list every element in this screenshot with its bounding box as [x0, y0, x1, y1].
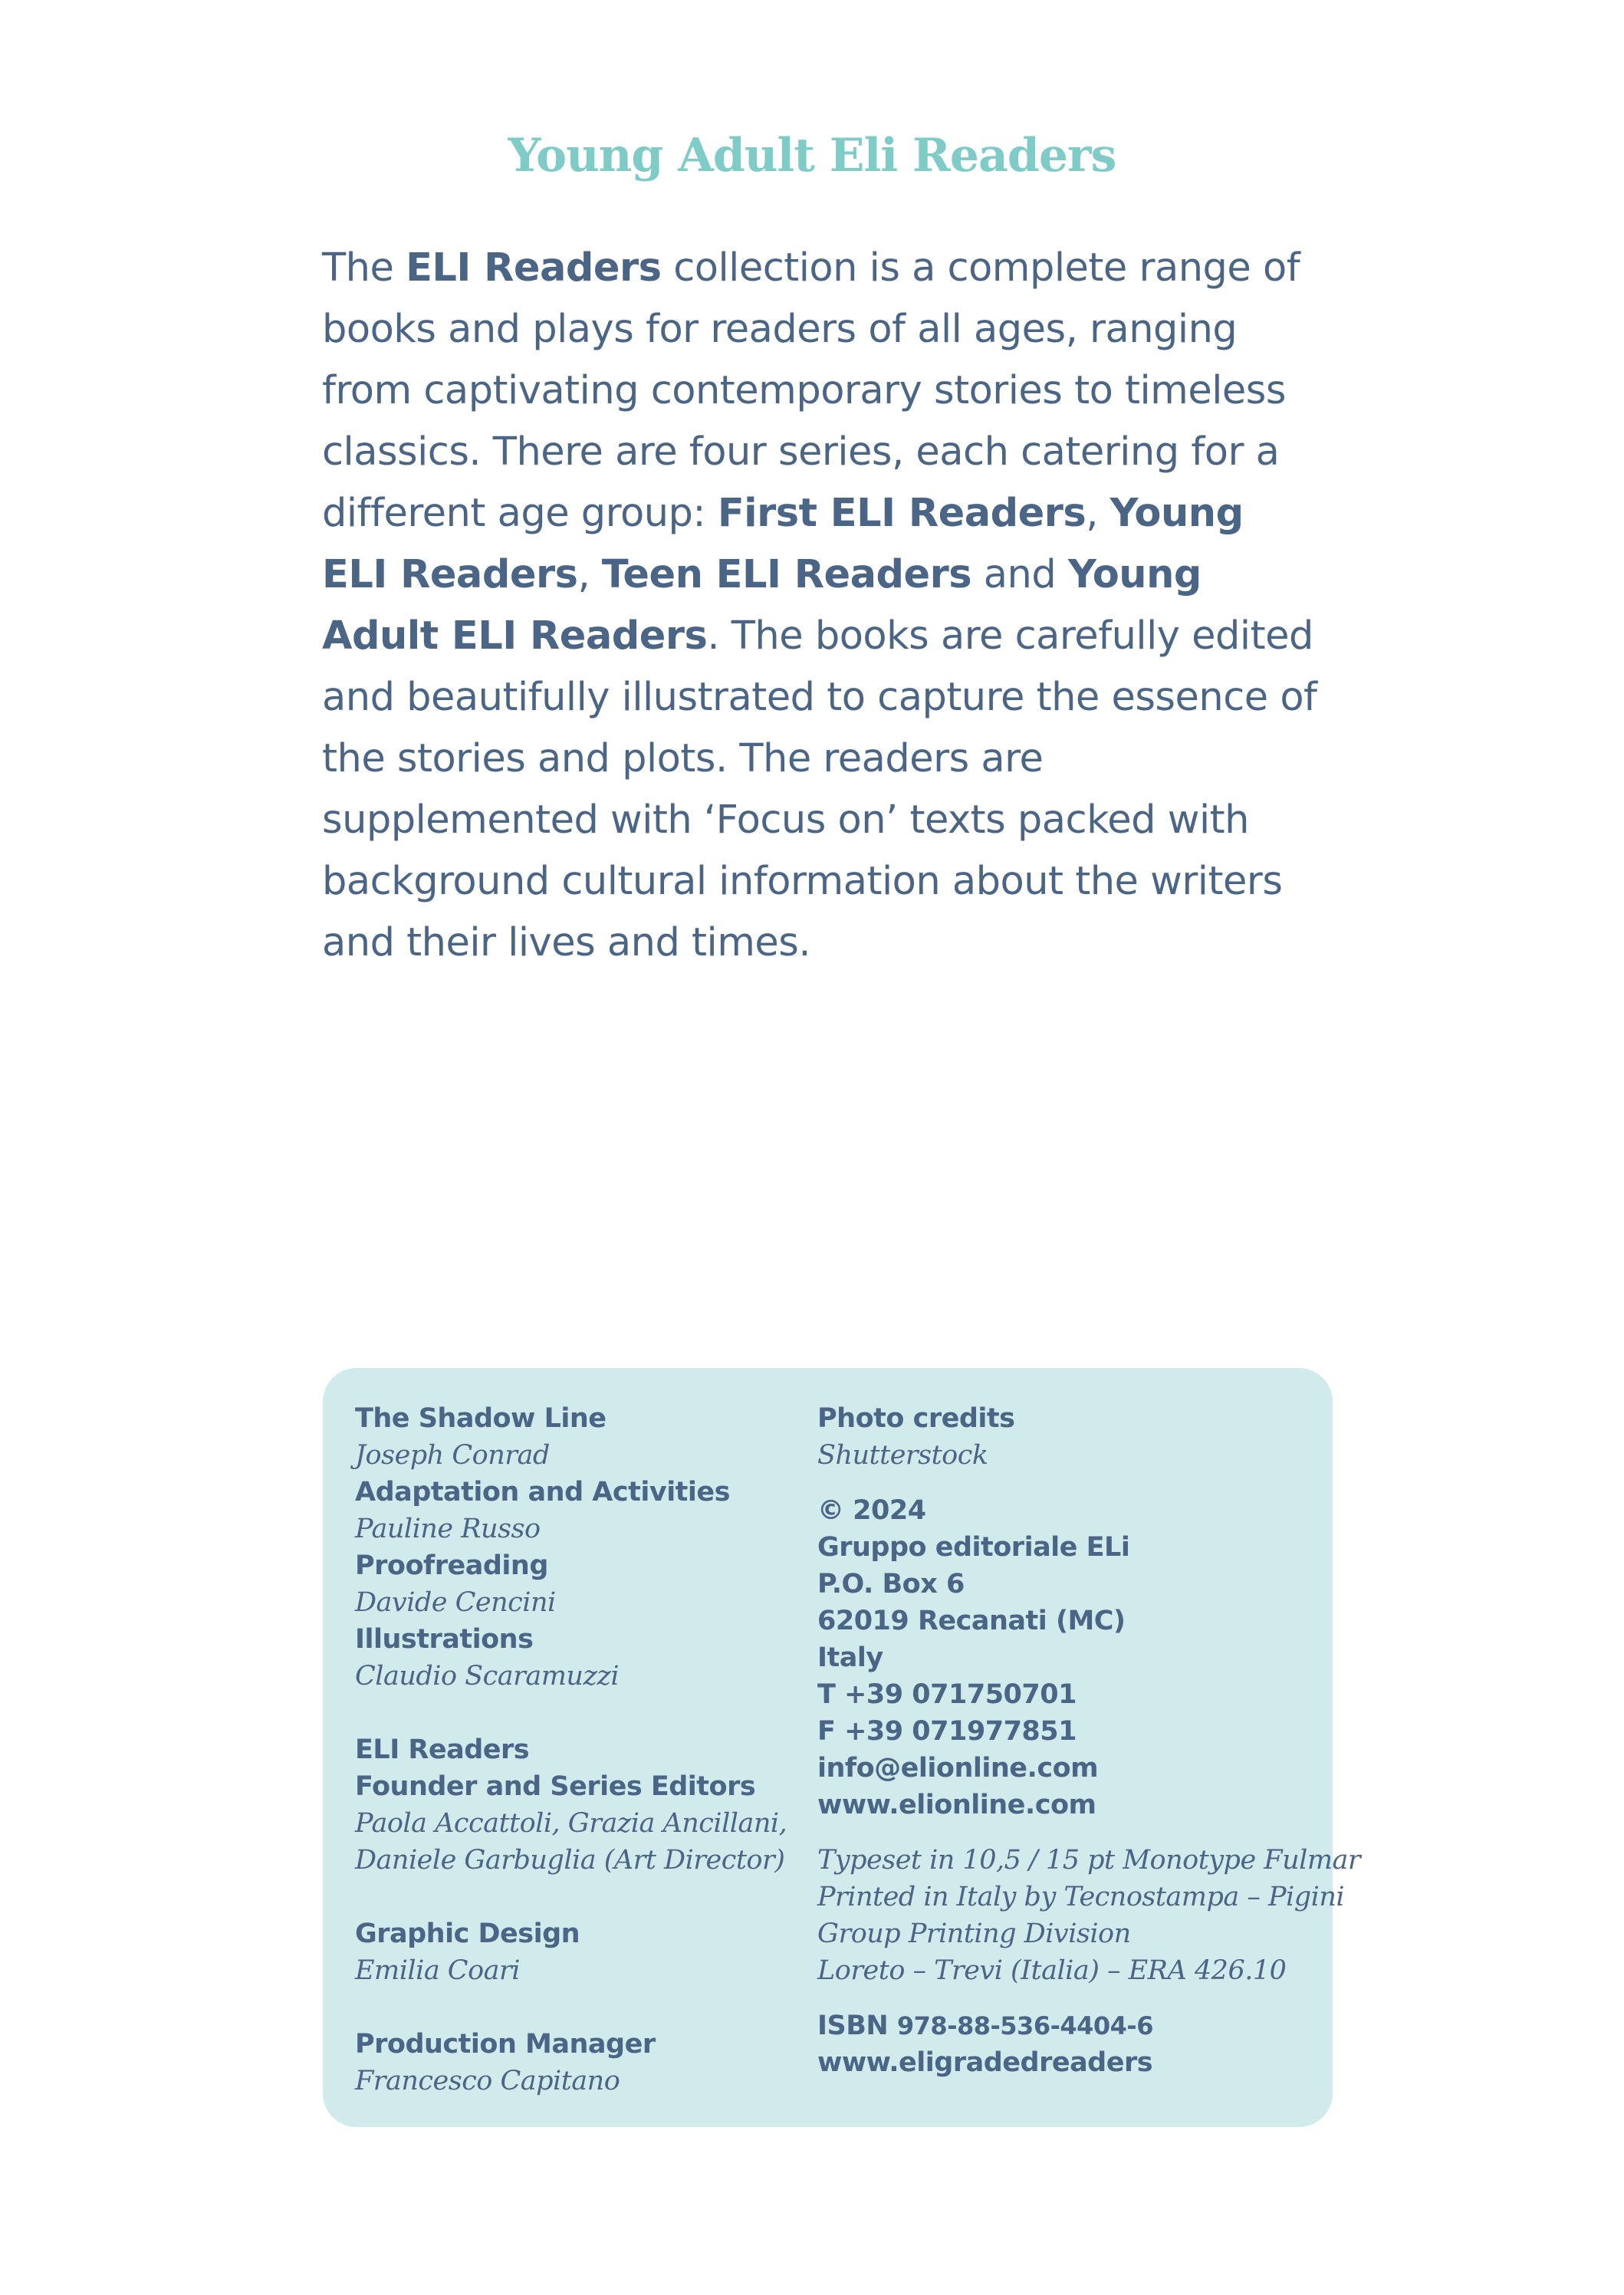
intro-comma-1: , [1086, 491, 1110, 536]
website-link[interactable]: www.elionline.com [817, 1790, 1096, 1820]
publisher-name: Gruppo editoriale ELi [817, 1532, 1130, 1563]
photo-credits-value: Shutterstock [817, 1440, 988, 1471]
intro-teen-eli-readers: Teen ELI Readers [601, 552, 972, 597]
proofreading-label: Proofreading [355, 1550, 548, 1581]
illustrations-label: Illustrations [355, 1624, 534, 1655]
production-manager-name: Francesco Capitano [355, 2066, 620, 2096]
typeset-info: Typeset in 10,5 / 15 pt Monotype Fulmar [817, 1845, 1361, 1876]
isbn-line [817, 2007, 1316, 2044]
page-title: Young Adult Eli Readers [508, 129, 1116, 182]
phone: T +39 071750701 [817, 1679, 1077, 1710]
intro-first-eli-readers: First ELI Readers [717, 491, 1087, 536]
intro-comma-2: , [577, 552, 602, 597]
isbn-number: 978-88-536-4404-6 [896, 2011, 1153, 2040]
credits-left-column [355, 1400, 800, 2099]
adaptation-name: Pauline Russo [355, 1514, 541, 1544]
isbn-label: ISBN [817, 2011, 889, 2041]
copyright: © 2024 [817, 1495, 926, 1526]
city: 62019 Recanati (MC) [817, 1606, 1126, 1636]
graphic-design-label: Graphic Design [355, 1919, 580, 1949]
intro-text-1: The [322, 245, 406, 291]
intro-young-adult-eli-readers: Young Adult ELI Readers [322, 552, 1202, 659]
printed-info: Printed in Italy by Tecnostampa – Pigini [817, 1882, 1345, 1912]
graded-readers-link[interactable]: www.eligradedreaders [817, 2047, 1153, 2078]
book-author: Joseph Conrad [355, 1440, 550, 1471]
graphic-design-name: Emilia Coari [355, 1955, 520, 1986]
founders-line-2: Daniele Garbuglia (Art Director) [355, 1845, 785, 1876]
po-box: P.O. Box 6 [817, 1569, 965, 1600]
founders-line-1: Paola Accattoli, Grazia Ancillani, [355, 1808, 787, 1839]
book-title: The Shadow Line [355, 1403, 607, 1434]
credits-box [323, 1368, 1361, 2127]
intro-text-3: . The books are carefully edited and beautifully illustrated to capture the essence of the stories and plots. The readers are supplemented with ‘Focus on’ texts packed with background cultural information about the writers and their lives and times. [322, 613, 1317, 965]
credits-right-column [817, 1400, 1361, 2081]
intro-paragraph [322, 238, 1319, 974]
email-link[interactable]: info@elionline.com [817, 1753, 1099, 1784]
production-manager-label: Production Manager [355, 2029, 656, 2060]
adaptation-label: Adaptation and Activities [355, 1477, 730, 1508]
country: Italy [817, 1642, 883, 1673]
proofreading-name: Davide Cencini [355, 1587, 556, 1618]
photo-credits-label: Photo credits [817, 1403, 1015, 1434]
eli-readers-label: ELI Readers [355, 1734, 530, 1765]
printing-location: Loreto – Trevi (Italia) – ERA 426.10 [817, 1955, 1287, 1986]
intro-and: and [971, 552, 1068, 597]
intro-young-eli-readers: Young ELI Readers [322, 491, 1244, 597]
illustrations-name: Claudio Scaramuzzi [355, 1661, 620, 1692]
intro-text-2: collection is a complete range of books and plays for readers of all ages, ranging from captivating contemporary stories to timeless classics. There are four series, each catering for a different age group: [322, 245, 1300, 536]
intro-eli-readers: ELI Readers [406, 245, 662, 291]
founders-label: Founder and Series Editors [355, 1771, 756, 1802]
fax: F +39 071977851 [817, 1716, 1077, 1747]
printing-division: Group Printing Division [817, 1919, 1131, 1949]
